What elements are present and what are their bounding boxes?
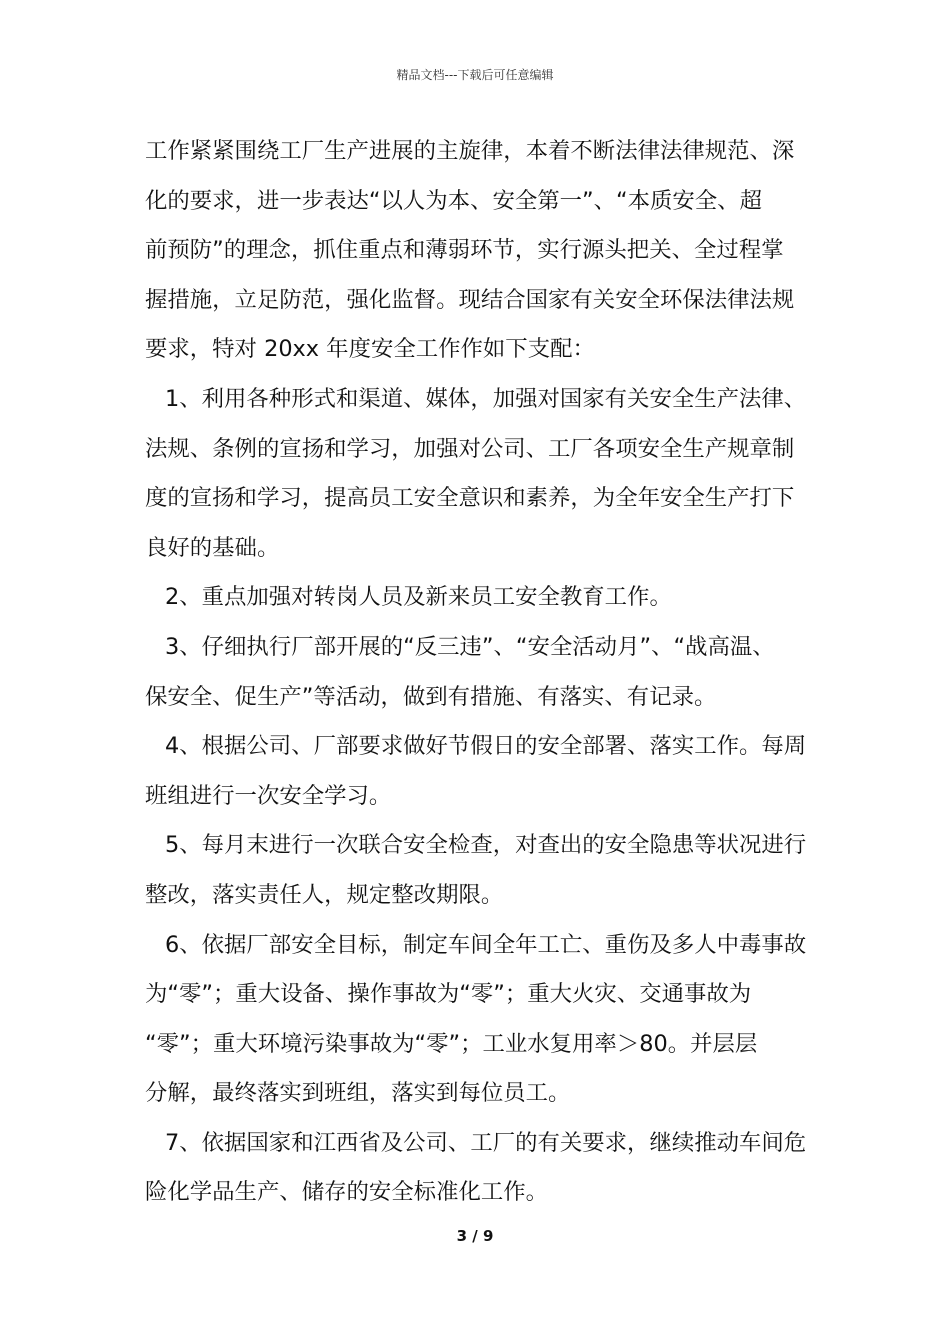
page-number: 3 / 9 — [456, 1227, 494, 1245]
item-3-paragraph — [145, 623, 817, 722]
document-body — [145, 127, 817, 1218]
text-line: 前预防”的理念，抓住重点和薄弱环节，实行源头把关、全过程掌 — [145, 237, 784, 264]
text-line: 工作紧紧围绕工厂生产进展的主旋律，本着不断法律法律规范、深 — [145, 138, 795, 164]
item-6-paragraph — [145, 921, 817, 1119]
item-2-paragraph — [145, 573, 817, 623]
text-line: 为“零”；重大设备、操作事故为“零”；重大火灾、交通事故为 — [145, 981, 752, 1008]
item-1-paragraph — [145, 375, 817, 573]
text-line: 分解，最终落实到班组，落实到每位员工。 — [145, 1080, 571, 1107]
text-line: 保安全、促生产”等活动，做到有措施、有落实、有记录。 — [145, 683, 717, 710]
text-line: 班组进行一次安全学习。 — [145, 782, 392, 809]
text-line: 整改，落实责任人，规定整改期限。 — [145, 881, 504, 908]
text-line: 2、重点加强对转岗人员及新来员工安全教育工作。 — [165, 584, 672, 611]
text-line: 法规、条例的宣扬和学习，加强对公司、工厂各项安全生产规章制 — [145, 435, 795, 462]
text-line: “零”；重大环境污染事故为“零”；工业水复用率＞80。并层层 — [145, 1030, 758, 1057]
text-line: 1、利用各种形式和渠道、媒体，加强对国家有关安全生产法律、 — [165, 385, 807, 412]
text-line: 度的宣扬和学习，提高员工安全意识和素养，为全年安全生产打下 — [145, 485, 795, 512]
intro-paragraph — [145, 127, 817, 375]
text-line: 6、依据厂部安全目标，制定车间全年工亡、重伤及多人中毒事故 — [165, 931, 807, 958]
text-line: 4、根据公司、厂部要求做好节假日的安全部署、落实工作。每周 — [165, 733, 807, 760]
item-7-paragraph — [145, 1119, 817, 1218]
text-line: 3、仔细执行厂部开展的“反三违”、“安全活动月”、“战高温、 — [165, 633, 775, 660]
text-line: 5、每月末进行一次联合安全检查，对查出的安全隐患等状况进行 — [165, 832, 807, 859]
text-line: 握措施，立足防范，强化监督。现结合国家有关安全环保法律法规 — [145, 286, 795, 313]
item-5-paragraph — [145, 821, 817, 920]
item-4-paragraph — [145, 722, 817, 821]
text-line: 险化学品生产、储存的安全标准化工作。 — [145, 1179, 549, 1206]
text-line: 要求，特对 20xx 年度安全工作作如下支配： — [145, 336, 595, 363]
text-line: 良好的基础。 — [145, 534, 280, 561]
text-line: 化的要求，进一步表达“以人为本、安全第一”、“本质安全、超 — [145, 187, 762, 214]
text-line: 7、依据国家和江西省及公司、工厂的有关要求，继续推动车间危 — [165, 1129, 807, 1156]
page-header: 精品文档---下载后可任意编辑 — [396, 68, 554, 82]
